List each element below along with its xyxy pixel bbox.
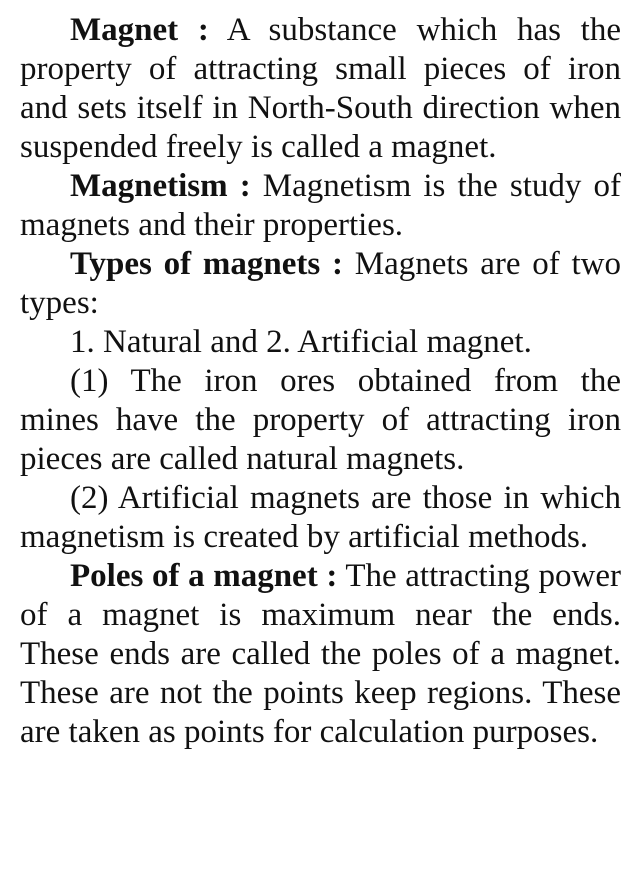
paragraph-artificial-magnets bbox=[20, 479, 621, 557]
paragraph-poles-of-a-magnet bbox=[20, 557, 621, 752]
magnet-types-list-text: 1. Natural and 2. Artificial magnet. bbox=[70, 324, 532, 360]
document-page bbox=[20, 11, 621, 752]
term-types-of-magnets: Types of magnets : bbox=[70, 246, 344, 282]
definition-magnetism: Magnetism is the study of magnets and their properties. bbox=[20, 168, 621, 243]
artificial-magnets-text: (2) Artificial magnets are those in which magnetism is created by artificial methods. bbox=[20, 480, 621, 555]
paragraph-magnet-types-list bbox=[20, 323, 621, 362]
term-magnet: Magnet : bbox=[70, 12, 209, 48]
definition-magnet: A substance which has the property of attracting small pieces of iron and sets itself in North-South direction when suspended freely is called a magnet. bbox=[20, 12, 621, 165]
natural-magnets-text: (1) The iron ores obtained from the mines have the property of attracting iron pieces are called natural magnets. bbox=[20, 363, 621, 477]
definition-poles-of-a-magnet: The attracting power of a magnet is maximum near the ends. These ends are called the poles of a magnet. These are not the points keep regions. These are taken as points for calculation purposes. bbox=[20, 558, 621, 750]
definition-types-of-magnets: Magnets are of two types: bbox=[20, 246, 622, 321]
term-poles-of-a-magnet: Poles of a magnet : bbox=[70, 558, 338, 594]
term-magnetism: Magnetism : bbox=[70, 168, 251, 204]
paragraph-natural-magnets bbox=[20, 362, 621, 479]
paragraph-types-of-magnets bbox=[20, 245, 621, 323]
paragraph-magnet-definition bbox=[20, 11, 621, 167]
paragraph-magnetism-definition bbox=[20, 167, 621, 245]
